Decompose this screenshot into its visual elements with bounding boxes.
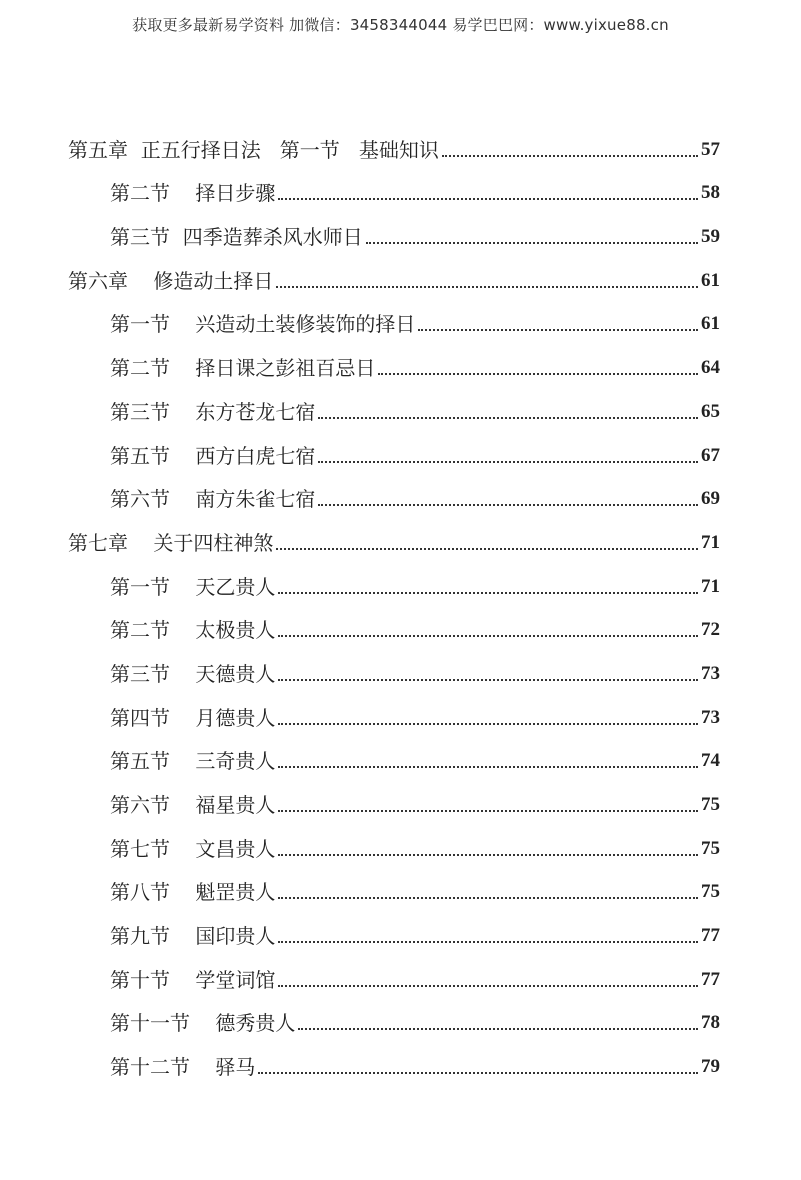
toc-dot-leader [258, 1072, 698, 1074]
toc-entry-page-number: 75 [701, 881, 720, 903]
toc-section-entry[interactable] [68, 336, 720, 380]
toc-dot-leader [378, 373, 698, 375]
toc-entry-page-number: 73 [701, 662, 720, 684]
toc-section-entry[interactable] [68, 992, 720, 1036]
toc-dot-leader [278, 897, 698, 899]
toc-entry-title: 第九节 国印贵人 [110, 924, 276, 949]
toc-entry-title: 第六章 修造动土择日 [68, 268, 274, 293]
toc-entry-page-number: 64 [701, 357, 720, 379]
toc-entry-title: 第四节 月德贵人 [110, 705, 276, 730]
toc-entry-title: 第八节 魁罡贵人 [110, 880, 276, 905]
toc-entry-page-number: 65 [701, 400, 720, 422]
table-of-contents [68, 118, 720, 1079]
toc-entry-title: 第二节 择日课之彭祖百忌日 [110, 356, 376, 381]
toc-entry-page-number: 73 [701, 706, 720, 728]
toc-section-entry[interactable] [68, 1035, 720, 1079]
toc-section-entry[interactable] [68, 861, 720, 905]
toc-entry-title: 第三节 天德贵人 [110, 661, 276, 686]
toc-dot-leader [318, 504, 698, 506]
toc-entry-title: 第五章 正五行择日法 第一节 基础知识 [68, 137, 439, 162]
toc-dot-leader [318, 417, 698, 419]
toc-entry-page-number: 71 [701, 531, 720, 553]
toc-entry-title: 第三节 东方苍龙七宿 [110, 399, 316, 424]
toc-section-entry[interactable] [68, 817, 720, 861]
toc-chapter-entry[interactable] [68, 118, 720, 162]
toc-entry-title: 第六节 南方朱雀七宿 [110, 487, 316, 512]
toc-entry-title: 第七章 关于四柱神煞 [68, 530, 274, 555]
toc-section-entry[interactable] [68, 686, 720, 730]
toc-entry-title: 第七节 文昌贵人 [110, 836, 276, 861]
toc-dot-leader [278, 723, 698, 725]
toc-entry-page-number: 71 [701, 575, 720, 597]
toc-chapter-entry[interactable] [68, 511, 720, 555]
toc-entry-title: 第十一节 德秀贵人 [110, 1011, 296, 1036]
toc-entry-title: 第十二节 驿马 [110, 1055, 256, 1080]
toc-entry-page-number: 69 [701, 488, 720, 510]
toc-section-entry[interactable] [68, 380, 720, 424]
toc-entry-page-number: 61 [701, 269, 720, 291]
toc-entry-page-number: 74 [701, 750, 720, 772]
toc-dot-leader [278, 985, 698, 987]
toc-section-entry[interactable] [68, 293, 720, 337]
toc-dot-leader [442, 155, 698, 157]
toc-dot-leader [276, 548, 698, 550]
toc-chapter-entry[interactable] [68, 249, 720, 293]
toc-section-entry[interactable] [68, 730, 720, 774]
toc-section-entry[interactable] [68, 948, 720, 992]
toc-entry-page-number: 72 [701, 619, 720, 641]
toc-dot-leader [278, 810, 698, 812]
toc-dot-leader [278, 766, 698, 768]
toc-entry-page-number: 77 [701, 925, 720, 947]
toc-dot-leader [278, 941, 698, 943]
toc-entry-page-number: 67 [701, 444, 720, 466]
toc-dot-leader [278, 635, 698, 637]
toc-entry-page-number: 77 [701, 968, 720, 990]
toc-section-entry[interactable] [68, 424, 720, 468]
toc-dot-leader [418, 329, 698, 331]
toc-entry-page-number: 57 [701, 138, 720, 160]
toc-section-entry[interactable] [68, 555, 720, 599]
toc-entry-title: 第十节 学堂词馆 [110, 967, 276, 992]
toc-dot-leader [366, 242, 698, 244]
toc-entry-page-number: 75 [701, 837, 720, 859]
toc-dot-leader [298, 1028, 698, 1030]
toc-entry-title: 第一节 兴造动土装修装饰的择日 [110, 312, 416, 337]
toc-dot-leader [278, 592, 698, 594]
toc-dot-leader [278, 854, 698, 856]
toc-entry-page-number: 79 [701, 1056, 720, 1078]
toc-section-entry[interactable] [68, 599, 720, 643]
toc-entry-page-number: 75 [701, 794, 720, 815]
toc-entry-title: 第二节 太极贵人 [110, 618, 276, 643]
toc-section-entry[interactable] [68, 162, 720, 206]
toc-entry-title: 第五节 西方白虎七宿 [110, 443, 316, 468]
toc-entry-page-number: 61 [701, 313, 720, 335]
toc-entry-title: 第一节 天乙贵人 [110, 574, 276, 599]
toc-dot-leader [318, 461, 698, 463]
toc-entry-title: 第二节 择日步骤 [110, 181, 276, 206]
toc-dot-leader [278, 679, 698, 681]
toc-entry-title: 第三节 四季造葬杀风水师日 [110, 225, 363, 250]
toc-section-entry[interactable] [68, 205, 720, 249]
toc-section-entry[interactable] [68, 642, 720, 686]
toc-entry-page-number: 59 [701, 226, 720, 248]
toc-dot-leader [276, 286, 698, 288]
toc-section-entry[interactable] [68, 468, 720, 512]
toc-entry-title: 第五节 三奇贵人 [110, 749, 276, 774]
toc-section-entry[interactable] [68, 904, 720, 948]
page-header-watermark: 获取更多最新易学资料 加微信：3458344044 易学巴巴网：www.yixue88.cn [132, 16, 669, 34]
toc-dot-leader [278, 198, 698, 200]
toc-entry-page-number: 78 [701, 1012, 720, 1034]
toc-entry-title: 第六节 福星贵人 [110, 793, 276, 817]
toc-section-entry[interactable] [68, 773, 720, 817]
toc-entry-page-number: 58 [701, 182, 720, 204]
